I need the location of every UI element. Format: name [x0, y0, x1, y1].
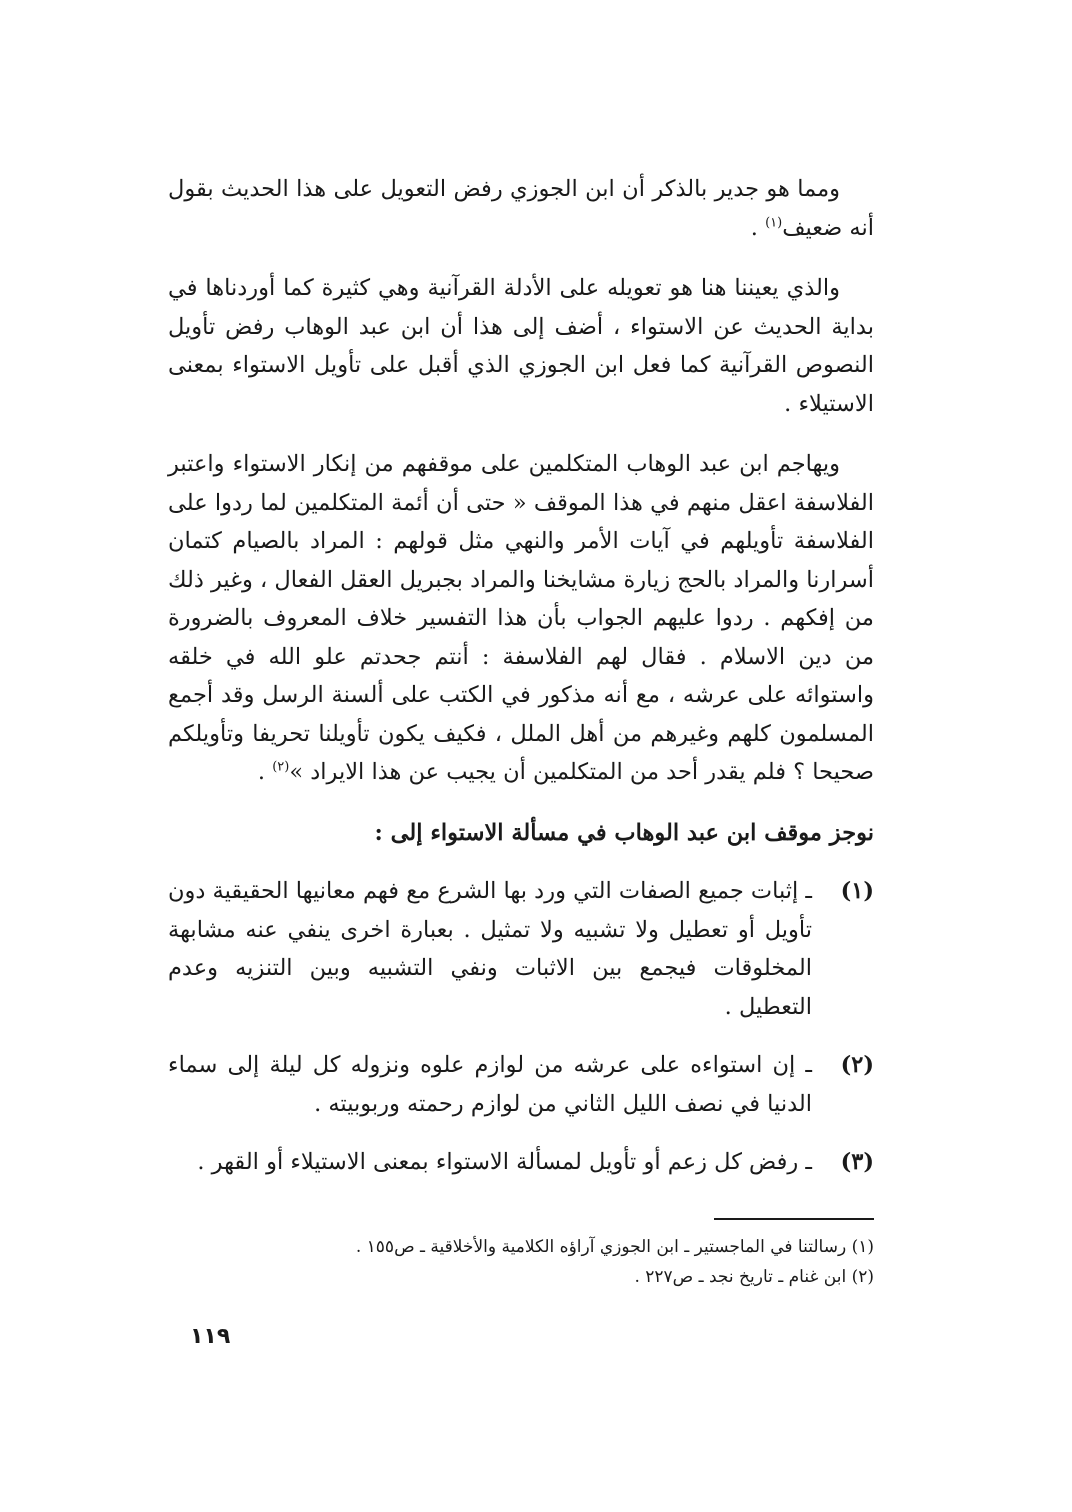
footnote-2: (٢) ابن غنام ـ تاريخ نجد ـ ص٢٢٧ .: [634, 1267, 874, 1287]
list-item: [168, 872, 874, 1026]
list-item-text: ـ إن استواءه على عرشه من لوازم علوه ونزوله كل ليلة إلى سماء الدنيا في نصف الليل الثاني من لوازم رحمته وربوبيته .: [168, 1052, 812, 1117]
list-item-number: (٣): [840, 1149, 874, 1175]
footnote-divider: [714, 1218, 874, 1220]
list-item: [168, 1046, 874, 1123]
footnote-ref-2: (٢): [272, 759, 290, 775]
footnote-ref-1: (١): [765, 215, 783, 230]
list-item-number: (١): [840, 878, 874, 904]
list-item-text: ـ رفض كل زعم أو تأويل لمسألة الاستواء بمعنى الاستيلاء أو القهر .: [197, 1149, 812, 1175]
page-number: ١١٩: [190, 1324, 231, 1349]
section-heading: نوجز موقف ابن عبد الوهاب في مسألة الاستواء إلى :: [374, 819, 874, 846]
footnotes: [168, 1232, 874, 1292]
list-item-number: (٢): [840, 1052, 874, 1078]
list-item: [168, 1143, 874, 1182]
paragraph-3: ويهاجم ابن عبد الوهاب المتكلمين على موقفهم من إنكار الاستواء واعتبر الفلاسفة اعقل منهم في هذا الموقف « حتى أن أئمة المتكلمين لما ردوا على الفلاسفة تأويلهم في آيات الأمر والنهي مثل قولهم : المراد بالصيام كتمان أسرارنا والمراد بالحج زيارة مشايخنا والمراد بجبريل العقل الفعال ، وغير ذلك من إفكهم . ردوا عليهم الجواب بأن هذا التفسير خلاف المعروف بالضرورة من دين الاسلام . فقال لهم الفلاسفة : أنتم جحدتم علو الله في خلقه واستوائه على عرشه ، مع أنه مذكور في الكتب على ألسنة الرسل وقد أجمع المسلمون كلهم وغيرهم من أهل الملل ، فكيف يكون تأويلنا تحريفا وتأويلكم صحيحا ؟ فلم يقدر أحد من المتكلمين أن يجيب عن هذا الايراد »$^{(٢)}$ .: [168, 451, 874, 785]
paragraph-2: والذي يعيننا هنا هو تعويله على الأدلة القرآنية وهي كثيرة كما أوردناها في بداية الحديث عن الاستواء ، أضف إلى هذا أن ابن عبد الوهاب رفض تأويل النصوص القرآنية كما فعل ابن الجوزي الذي أقبل على تأويل الاستواء بمعنى الاستيلاء .: [168, 275, 874, 417]
footnote-1: (١) رسالتنا في الماجستير ـ ابن الجوزي آراؤه الكلامية والأخلاقية ـ ص١٥٥ .: [355, 1237, 874, 1257]
main-text: [168, 170, 874, 1202]
list-item-text: ـ إثبات جميع الصفات التي ورد بها الشرع مع فهم معانيها الحقيقية دون تأويل أو تعطيل ولا تشبيه ولا تمثيل . بعبارة اخرى ينفي عنه مشابهة المخلوقات فيجمع بين الاثبات ونفي التشبيه وبين التنزيه وعدم التعطيل .: [168, 878, 812, 1020]
paragraph-1: ومما هو جدير بالذكر أن ابن الجوزي رفض التعويل على هذا الحديث بقول أنه ضعيف$^{(١)}$ .: [168, 176, 874, 241]
